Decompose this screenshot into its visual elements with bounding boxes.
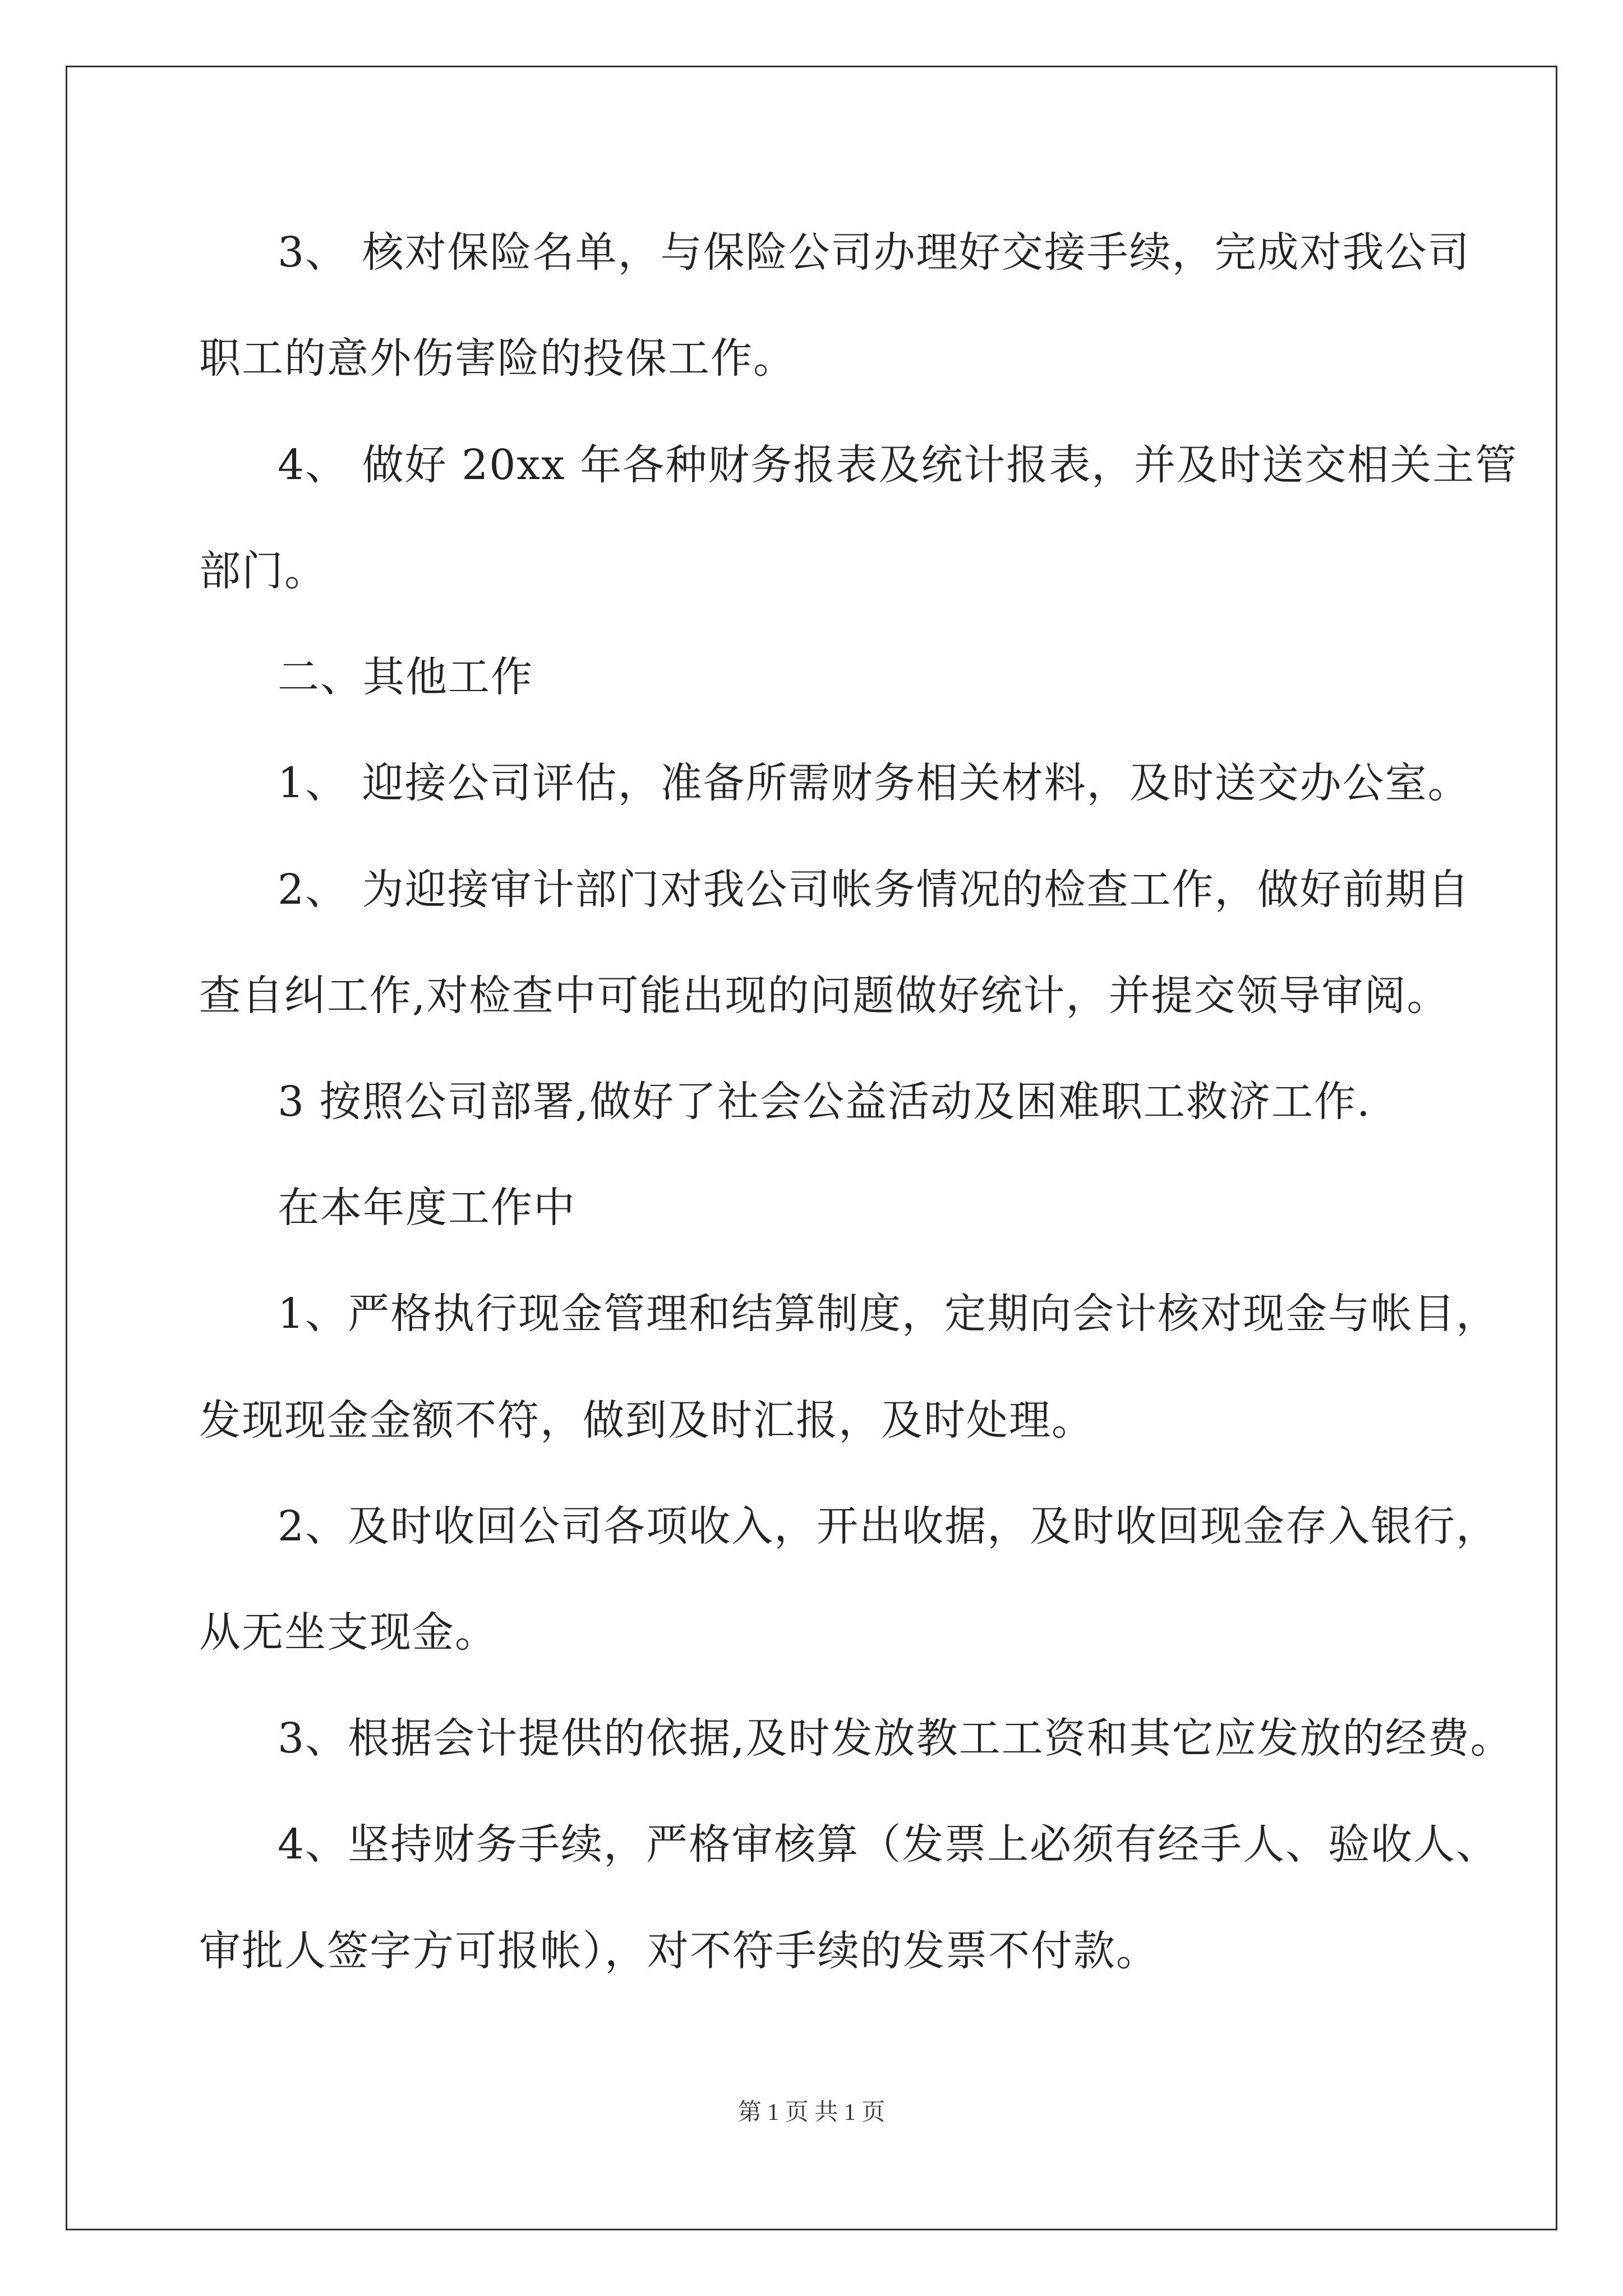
paragraph-line: 审批人签字方可报帐），对不符手续的发票不付款。	[199, 1927, 1159, 1975]
paragraph-line: 3 按照公司部署,做好了社会公益活动及困难职工救济工作.	[278, 1078, 1371, 1126]
paragraph-line: 4、坚持财务手续，严格审核算（发票上必须有经手人、验收人、	[278, 1820, 1499, 1869]
paragraph-line: 部门。	[199, 547, 327, 595]
paragraph-line: 在本年度工作中	[278, 1184, 576, 1232]
paragraph-line: 从无坐支现金。	[199, 1608, 497, 1657]
paragraph-line: 3、根据会计提供的依据,及时发放教工工资和其它应发放的经费。	[278, 1714, 1513, 1763]
paragraph-line: 职工的意外伤害险的投保工作。	[199, 334, 796, 383]
paragraph-line: 4、 做好 20xx 年各种财务报表及统计报表，并及时送交相关主管	[278, 441, 1518, 489]
paragraph-line: 查自纠工作,对检查中可能出现的问题做好统计，并提交领导审阅。	[199, 972, 1450, 1020]
paragraph-line: 1、 迎接公司评估，准备所需财务相关材料，及时送交办公室。	[278, 759, 1470, 807]
paragraph-line: 2、及时收回公司各项收入，开出收据，及时收回现金存入银行，	[278, 1502, 1499, 1550]
section-heading: 二、其他工作	[278, 653, 533, 701]
paragraph-line: 2、 为迎接审计部门对我公司帐务情况的检查工作，做好前期自	[278, 866, 1470, 914]
page-border	[66, 66, 1557, 2230]
paragraph-line: 1、严格执行现金管理和结算制度，定期向会计核对现金与帐目，	[278, 1290, 1499, 1338]
paragraph-line: 发现现金金额不符，做到及时汇报，及时处理。	[199, 1396, 1094, 1444]
page-number-footer: 第 1 页 共 1 页	[737, 2100, 886, 2125]
paragraph-line: 3、 核对保险名单，与保险公司办理好交接手续，完成对我公司	[278, 228, 1470, 277]
